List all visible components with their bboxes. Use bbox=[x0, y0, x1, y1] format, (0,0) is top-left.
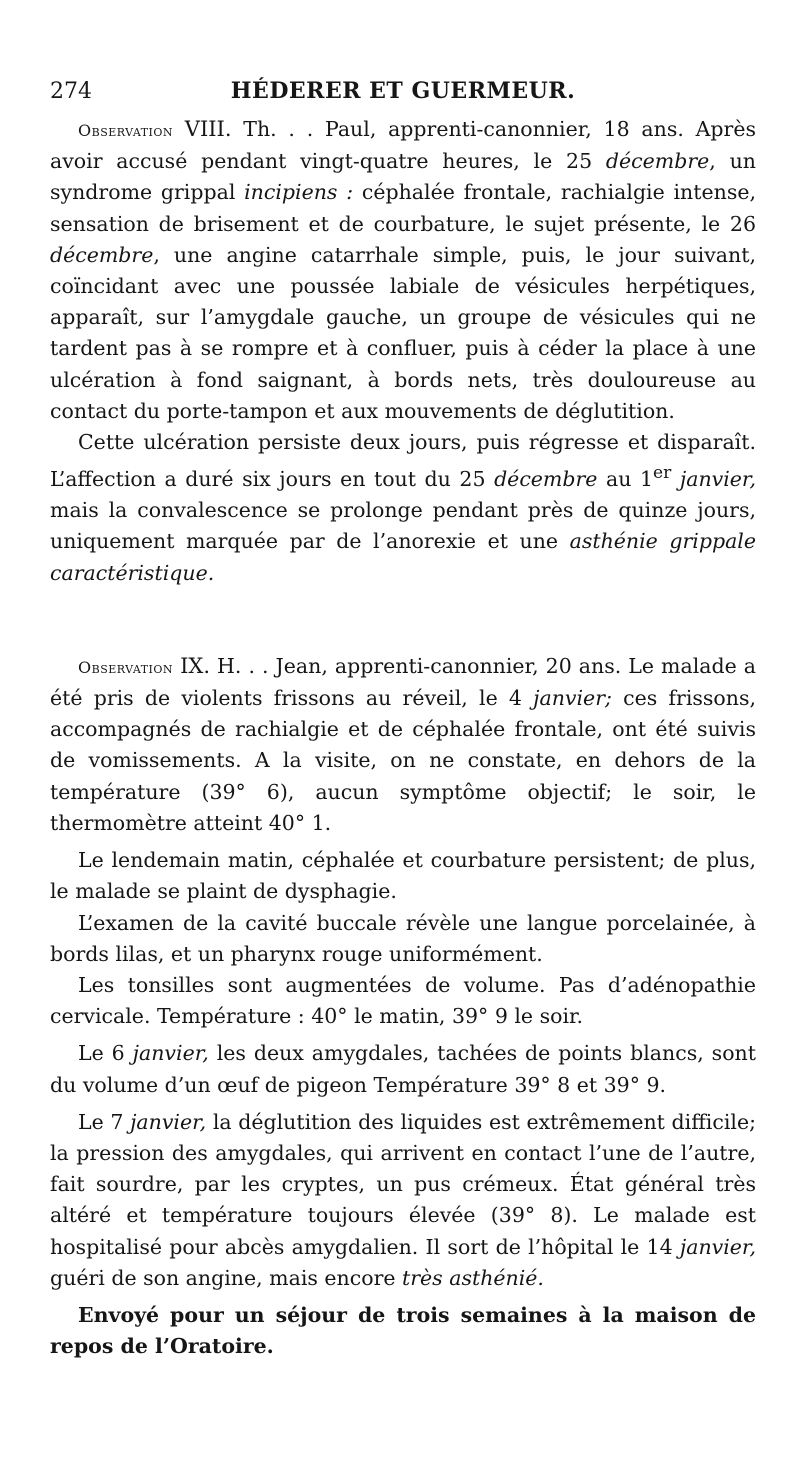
observation-ix-paragraph-3: L’examen de la cavité buccale révèle une langue porcelainée, à bords lilas, et un pharynx rouge uniformément. bbox=[50, 910, 756, 966]
observation-viii-paragraph-2: Cette ulcération persiste deux jours, puis régresse et disparaît. L’affection a duré six jours en tout du 25 décembre au 1er janvier, mais la convalescence se prolonge pendant près de quinze jours, uniquement marquée par de l’anorexie et une asthénie grippale caractéristique. bbox=[50, 430, 756, 585]
observation-label: Observation bbox=[78, 657, 174, 677]
observation-ix-paragraph-2: Le lendemain matin, céphalée et courbature persistent; de plus, le malade se plaint de dysphagie. bbox=[50, 848, 756, 904]
observation-ix-paragraph-1: Observation IX. H. . . Jean, apprenti-canonnier, 20 ans. Le malade a été pris de violents frissons au réveil, le 4 janvier; ces frissons, accompagnés de rachialgie et de céphalée frontale, ont été suivis de vomissements. A la visite, on ne constate, en dehors de la température (39° 6), aucun symptôme objectif; le soir, le thermomètre atteint 40° 1. bbox=[50, 653, 756, 835]
observation-label: Observation bbox=[78, 121, 174, 140]
observation-numeral: VIII. bbox=[184, 117, 232, 141]
observation-ix-paragraph-5: Le 6 janvier, les deux amygdales, tachées de points blancs, sont du volume d’un œuf de pigeon Température 39° 8 et 39° 9. bbox=[50, 1041, 756, 1097]
page-header bbox=[50, 78, 756, 104]
observation-ix bbox=[50, 651, 756, 1362]
observation-ix-paragraph-7: Envoyé pour un séjour de trois semaines à la maison de repos de l’Oratoire. bbox=[50, 1302, 756, 1359]
running-title: HÉDERER ET GUERMEUR. bbox=[230, 78, 576, 104]
page-number: 274 bbox=[50, 79, 92, 104]
observation-numeral: IX. bbox=[180, 653, 210, 678]
observation-viii-paragraph-1: Observation VIII. Th. . . Paul, apprenti-canonnier, 18 ans. Après avoir accusé pendant vingt-quatre heures, le 25 décembre, un syndrome grippal incipiens : céphalée frontale, rachialgie intense, sensation de brisement et de courbature, le sujet présente, le 26 décembre, une angine catarrhale simple, puis, le jour suivant, coïncidant avec une poussée labiale de vésicules herpétiques, apparaît, sur l’amygdale gauche, un groupe de vésicules qui ne tardent pas à se rompre et à confluer, puis à céder la place à une ulcération à fond saignant, à bords nets, très douloureuse au contact du porte-tampon et aux mouvements de déglutition. bbox=[50, 117, 756, 423]
section-gap bbox=[50, 589, 756, 651]
observation-ix-paragraph-4: Les tonsilles sont augmentées de volume. Pas d’adénopathie cervicale. Température : 40° le matin, 39° 9 le soir. bbox=[50, 972, 756, 1029]
observation-ix-paragraph-6: Le 7 janvier, la déglutition des liquides est extrêmement difficile; la pression des amygdales, qui arrivent en contact l’une de l’autre, fait sourdre, par les cryptes, un pus crémeux. État général très altéré et température toujours élevée (39° 8). Le malade est hospitalisé pour abcès amygdalien. Il sort de l’hôpital le 14 janvier, guéri de son angine, mais encore très asthénié. bbox=[50, 1109, 756, 1290]
observation-viii bbox=[50, 114, 756, 589]
